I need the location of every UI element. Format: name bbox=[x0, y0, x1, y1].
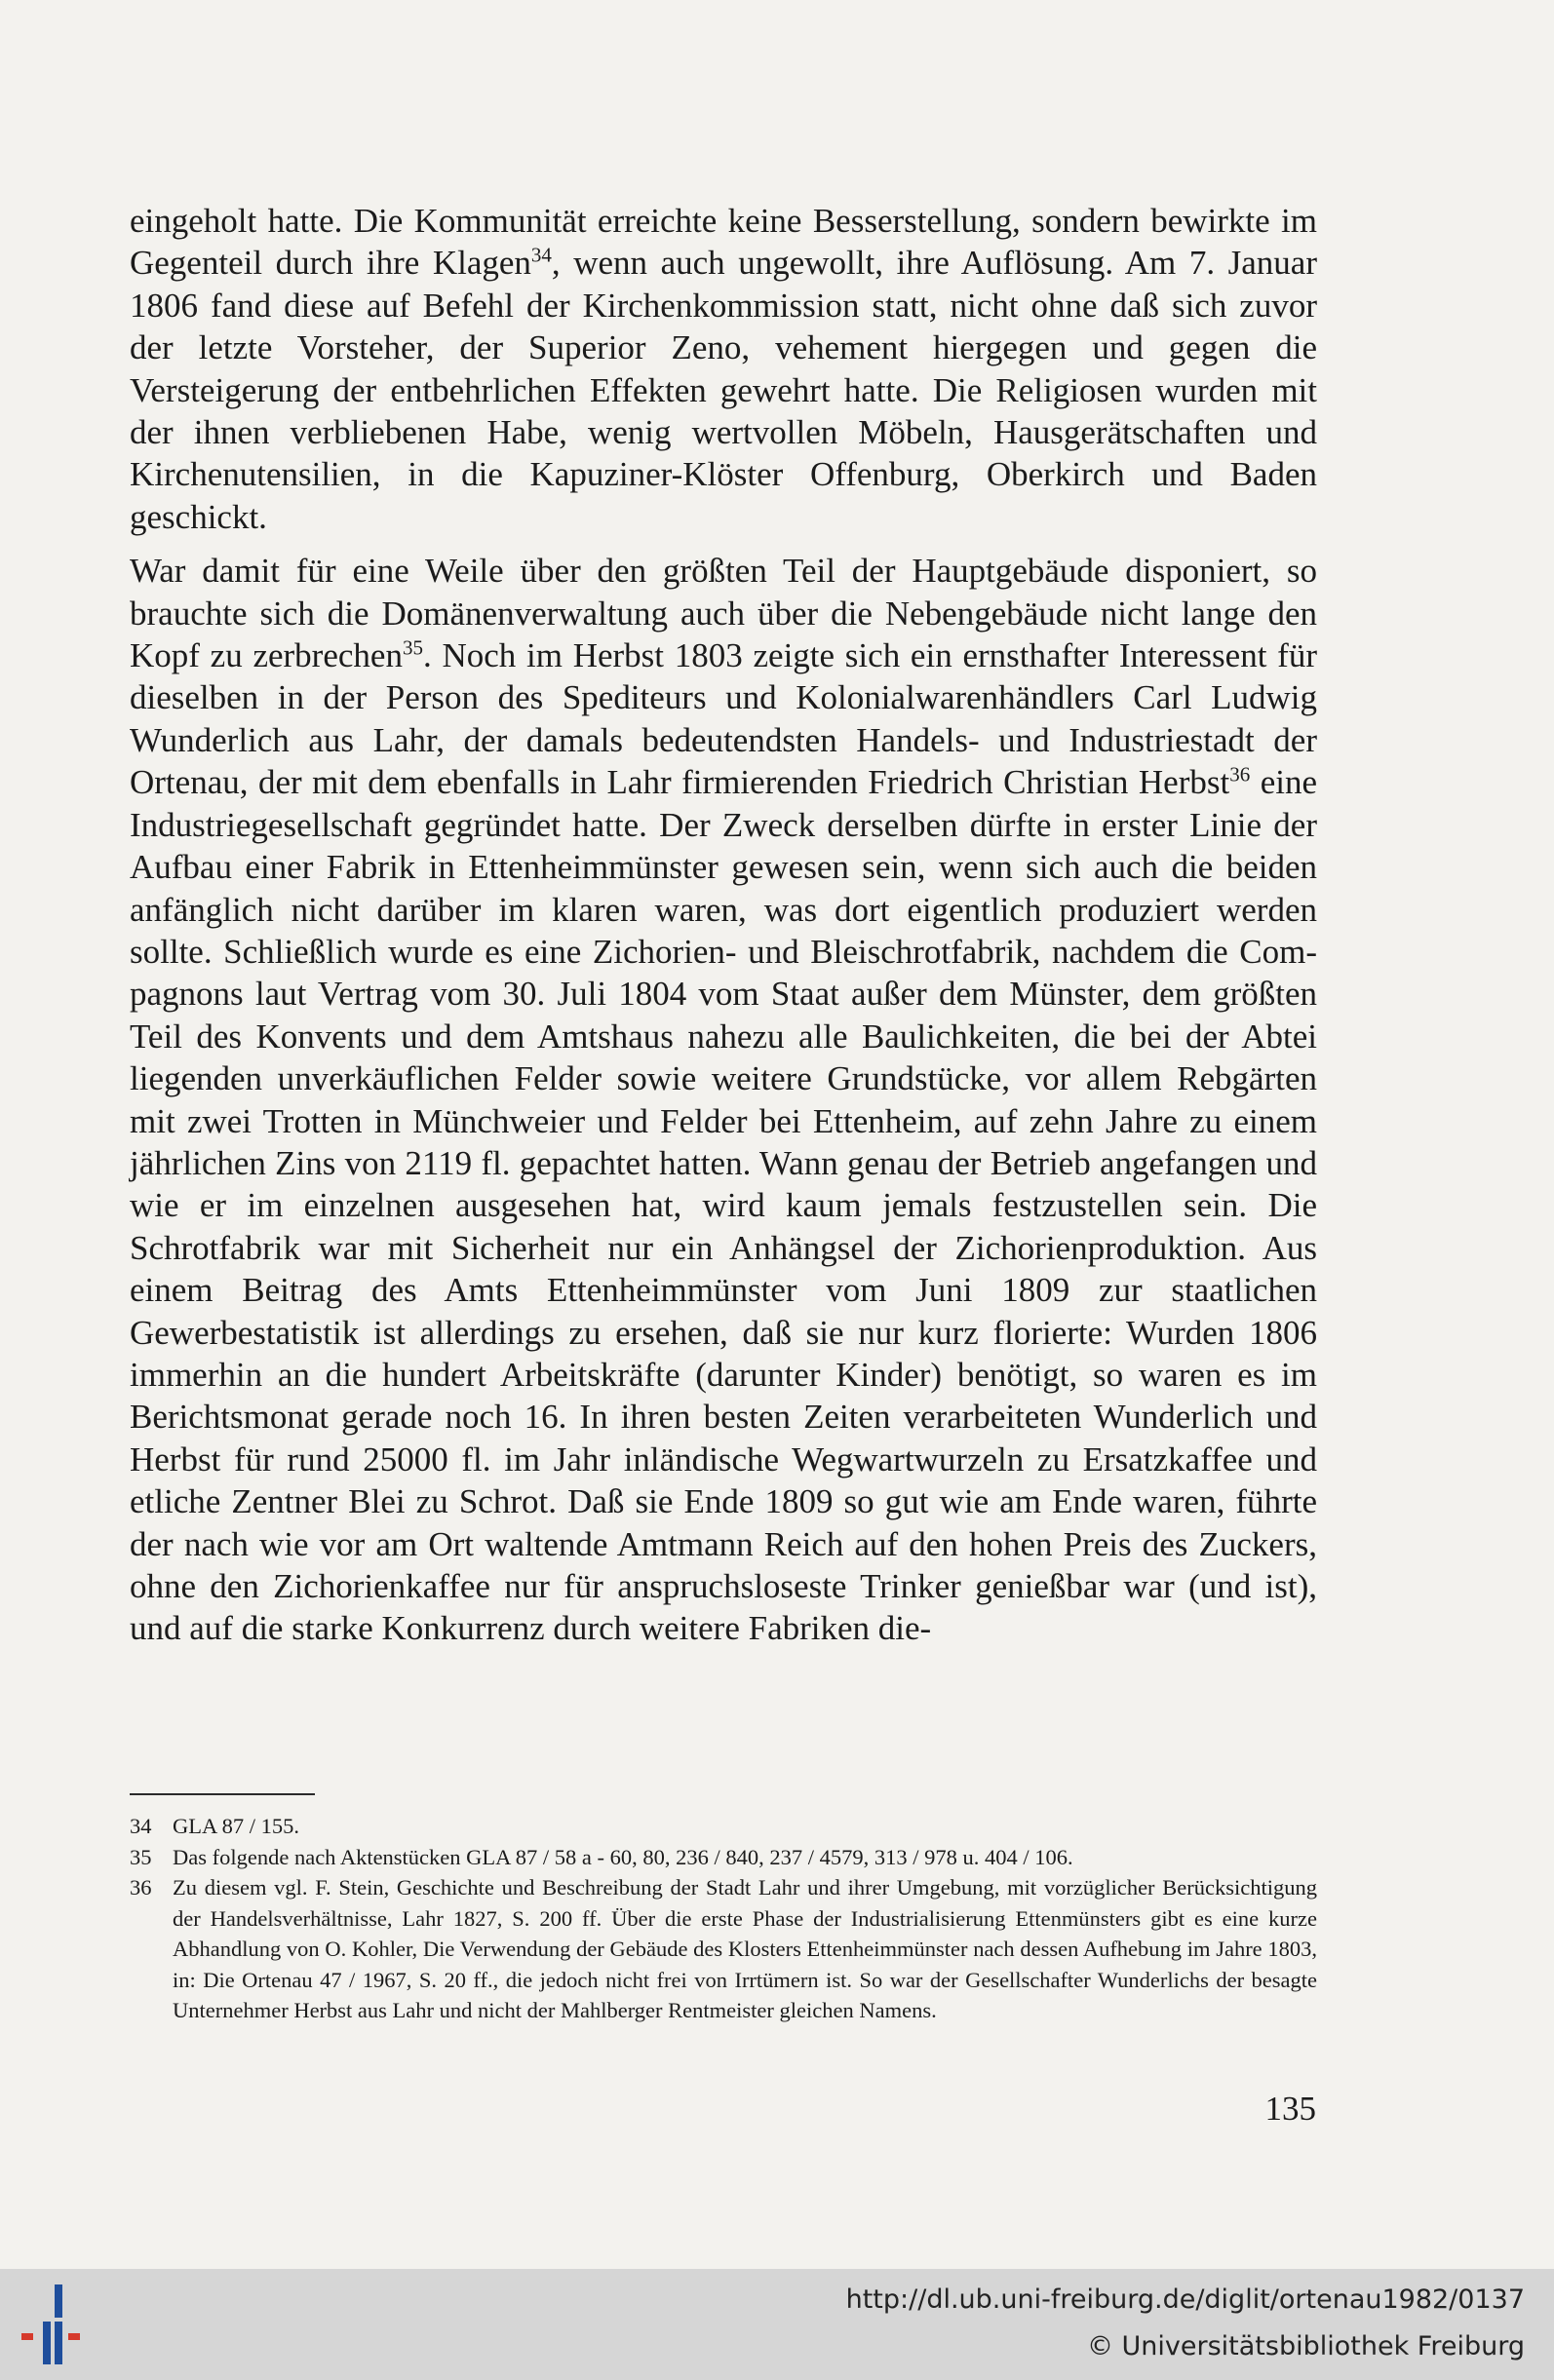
footnote bbox=[130, 1842, 1317, 1873]
footnote bbox=[130, 1872, 1317, 2026]
text-segment: . Noch im Herbst 1803 zeigte sich ein ernsthafter Interessent für dieselben in der Person des Spediteurs und Kolonialwarenhändlers Carl Ludwig Wunderlich aus Lahr, der damals bedeutendsten Handels- und Industriestadt der Ortenau, der mit dem ebenfalls in Lahr firmierenden Friedrich Christian Herbst bbox=[130, 636, 1317, 802]
document-url-link[interactable]: http://dl.ub.uni-freiburg.de/diglit/ortenau1982/0137 bbox=[845, 2284, 1525, 2315]
paragraph bbox=[130, 550, 1317, 1650]
copyright-notice: © Universitätsbibliothek Freiburg bbox=[1086, 2331, 1525, 2361]
footnote-text: Zu diesem vgl. F. Stein, Geschichte und Beschreibung der Stadt Lahr und ihrer Umgebung, mit vorzüglicher Berücksichtigung der Handelsverhältnisse, Lahr 1827, S. 200 ff. Über die erste Phase der Industrialisierung Ettenmünsters gibt es eine kurze Abhandlung von O. Kohler, Die Verwendung der Gebäude des Klosters Ettenheimmünster nach dessen Aufhebung im Jahre 1803, in: Die Ortenau 47 / 1967, S. 20 ff., die jedoch nicht frei von Irrtümern ist. So war der Gesellschafter Wunderlichs der besagte Unternehmer Herbst aus Lahr und nicht der Mahlberger Rentmeister gleichen Namens. bbox=[173, 1875, 1317, 2022]
footer-bar bbox=[0, 2269, 1554, 2380]
ub-freiburg-logo-icon[interactable] bbox=[18, 2283, 96, 2366]
page-number: 135 bbox=[1264, 2090, 1316, 2128]
text-segment: War damit für eine Weile über den größten Teil der Hauptgebäude disponiert, so brauchte sich die Domänenverwaltung auch über die Nebengebäude nicht lange den Kopf zu zerbrechen bbox=[130, 552, 1317, 675]
footnotes bbox=[130, 1811, 1317, 2026]
footnote-reference: 36 bbox=[1229, 762, 1251, 787]
footnote-text: GLA 87 / 155. bbox=[173, 1814, 300, 1838]
footnote-number: 34 bbox=[130, 1814, 152, 1838]
footnote-text: Das folgende nach Aktenstücken GLA 87 / 58 a - 60, 80, 236 / 840, 237 / 4579, 313 / 978 u. 404 / 106. bbox=[173, 1844, 1073, 1869]
text-segment: , wenn auch ungewollt, ihre Auflösung. Am 7. Januar 1806 fand diese auf Befehl der Kirchenkommission statt, nicht ohne daß sich zuvor der letzte Vorsteher, der Superior Zeno, vehement hiergegen und gegen die Versteigerung der entbehrlichen Effekten gewehrt hatte. Die Religiosen wurden mit der ihnen verbliebenen Habe, wenig wertvollen Möbeln, Hausgerätschaften und Kirchenutensilien, in die Kapuziner-Klöster Offenburg, Oberkirch und Baden geschickt. bbox=[130, 244, 1317, 536]
text-segment: eingeholt hatte. Die Kommunität erreichte keine Besserstellung, sondern bewirkte im Gegenteil durch ihre Klagen bbox=[130, 202, 1317, 283]
footnote-separator bbox=[130, 1793, 315, 1795]
footnote bbox=[130, 1811, 1317, 1842]
body-text bbox=[130, 200, 1317, 1662]
footnote-number: 35 bbox=[130, 1844, 152, 1869]
text-segment: eine Industriegesellschaft gegründet hatte. Der Zweck derselben dürfte in erster Linie der Aufbau einer Fabrik in Ettenheimmünster gewesen sein, wenn sich auch die beiden anfänglich nicht darüber im klaren waren, was dort eigentlich produziert werden sollte. Schließlich wurde es eine Zichorien- und Bleischrotfabrik, nachdem die Compagnons laut Vertrag vom 30. Juli 1804 vom Staat außer dem Münster, dem größten Teil des Konvents und dem Amtshaus nahezu alle Baulichkeiten, die bei der Abtei liegenden unverkäuflichen Felder sowie weitere Grundstücke, vor allem Rebgärten mit zwei Trotten in Münchweier und Felder bei Ettenheim, auf zehn Jahre zu einem jährlichen Zins von 2119 fl. gepachtet hatten. Wann genau der Betrieb angefangen und wie er im einzelnen ausgesehen hat, wird kaum jemals festzustellen sein. Die Schrotfabrik war mit Sicherheit nur ein Anhängsel der Zichorienproduktion. Aus einem Beitrag des Amts Ettenheimmünster vom Juni 1809 zur staatlichen Gewerbestatistik ist allerdings zu ersehen, daß sie nur kurz florierte: Wurden 1806 immerhin an die hundert Arbeitskräfte (darunter Kinder) benötigt, so waren es im Berichtsmonat gerade noch 16. In ihren besten Zeiten verarbeiteten Wunderlich und Herbst für rund 25000 fl. im Jahr inländische Wegwartwurzeln zu Ersatzkaffee und etliche Zentner Blei zu Schrot. Daß sie Ende 1809 so gut wie am Ende waren, führte der nach wie vor am Ort waltende Amtmann Reich auf den hohen Preis des Zuckers, ohne den Zichorienkaffee nur für anspruchsloseste Trinker genießbar war (und ist), und auf die starke Konkurrenz durch weitere Fabriken die- bbox=[130, 763, 1317, 1648]
footnote-number: 36 bbox=[130, 1875, 152, 1900]
footnote-reference: 35 bbox=[402, 635, 423, 660]
footnote-reference: 34 bbox=[530, 243, 552, 267]
paragraph bbox=[130, 200, 1317, 538]
